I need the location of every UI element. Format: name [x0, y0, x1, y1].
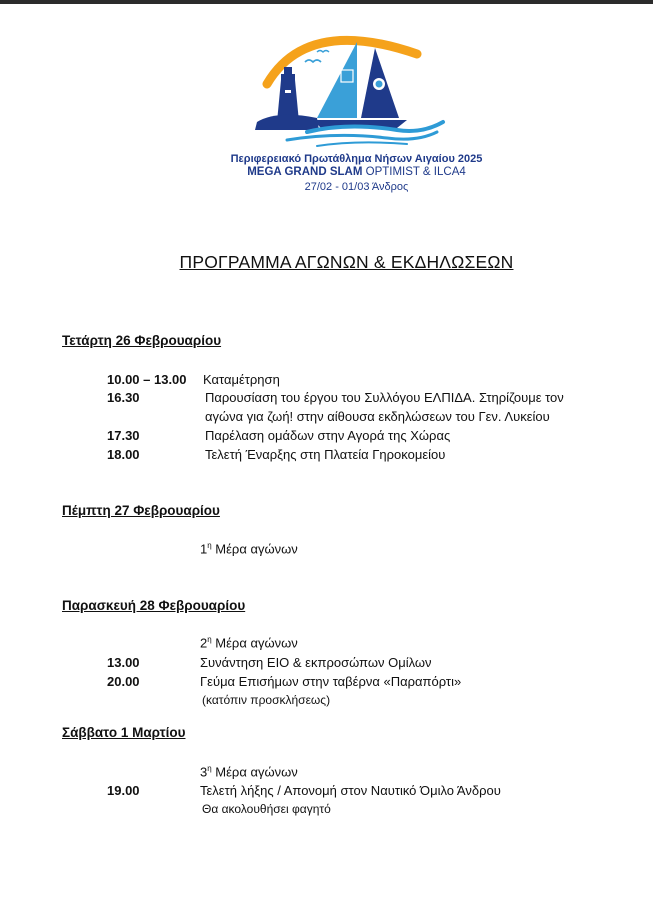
- entry-note: (κατόπιν προσκλήσεως): [202, 693, 331, 707]
- entry-time: 19.00: [107, 783, 140, 798]
- optimist-sail-icon: [317, 42, 357, 118]
- day-heading-friday: Παρασκευή 28 Φεβρουαρίου: [62, 598, 246, 613]
- day-heading-saturday: Σάββατο 1 Μαρτίου: [62, 725, 186, 740]
- sailing-logo-graphic: [247, 22, 447, 150]
- entry-note: Θα ακολουθήσει φαγητό: [202, 802, 331, 816]
- logo-dates-location: 27/02 - 01/03 Άνδρος: [304, 181, 409, 193]
- event-logo: [0, 22, 653, 202]
- race-day-entry: $3^\eta$ Μέρα αγώνων: [200, 764, 298, 780]
- entry-time: 13.00: [107, 655, 140, 670]
- entry-text: Τελετή λήξης / Απονομή στον Ναυτικό Όμιλο Άνδρου: [200, 783, 501, 798]
- entry-time: 18.00: [107, 447, 140, 462]
- entry-time: 16.30: [107, 390, 140, 405]
- entry-text: Παρουσίαση του έργου του Συλλόγου ΕΛΠΙΔΑ. Στηρίζουμε τον: [205, 390, 564, 405]
- top-border: [0, 0, 653, 4]
- race-day-entry: $2^\eta$ Μέρα αγώνων: [200, 635, 298, 651]
- bird-icon: [317, 51, 329, 53]
- day-heading-wednesday: Τετάρτη 26 Φεβρουαρίου: [62, 333, 222, 348]
- page-title: ΠΡΟΓΡΑΜΜΑ ΑΓΩΝΩΝ & ΕΚΔΗΛΩΣΕΩΝ: [179, 252, 514, 272]
- entry-text: Γεύμα Επισήμων στην ταβέρνα «Παραπόρτι»: [200, 674, 462, 689]
- entry-time: 17.30: [107, 428, 140, 443]
- entry-time: 10.00 – 13.00: [107, 372, 187, 387]
- race-day-entry: $1^\eta$ Μέρα αγώνων: [200, 541, 298, 557]
- entry-text: Παρέλαση ομάδων στην Αγορά της Χώρας: [205, 428, 451, 443]
- day-heading-thursday: Πέμπτη 27 Φεβρουαρίου: [62, 503, 220, 518]
- entry-text-continued: αγώνα για ζωή! στην αίθουσα εκδηλώσεων του Γεν. Λυκείου: [205, 409, 550, 424]
- logo-championship-text: Περιφερειακό Πρωτάθλημα Νήσων Αιγαίου 2025: [230, 153, 483, 165]
- entry-text: Τελετή Έναρξης στη Πλατεία Γηροκομείου: [205, 447, 446, 462]
- logo-event-name: [0, 166, 653, 178]
- lighthouse-icon: [255, 67, 319, 130]
- entry-text: Καταμέτρηση: [203, 372, 280, 387]
- logo-event-classes: OPTIMIST & ILCA4: [365, 166, 466, 178]
- entry-text: Συνάντηση ΕΙΟ & εκπροσώπων Ομίλων: [200, 655, 432, 670]
- logo-event-name-bold: MEGA GRAND SLAM: [247, 166, 363, 178]
- bird-icon: [305, 60, 321, 62]
- entry-time: 20.00: [107, 674, 140, 689]
